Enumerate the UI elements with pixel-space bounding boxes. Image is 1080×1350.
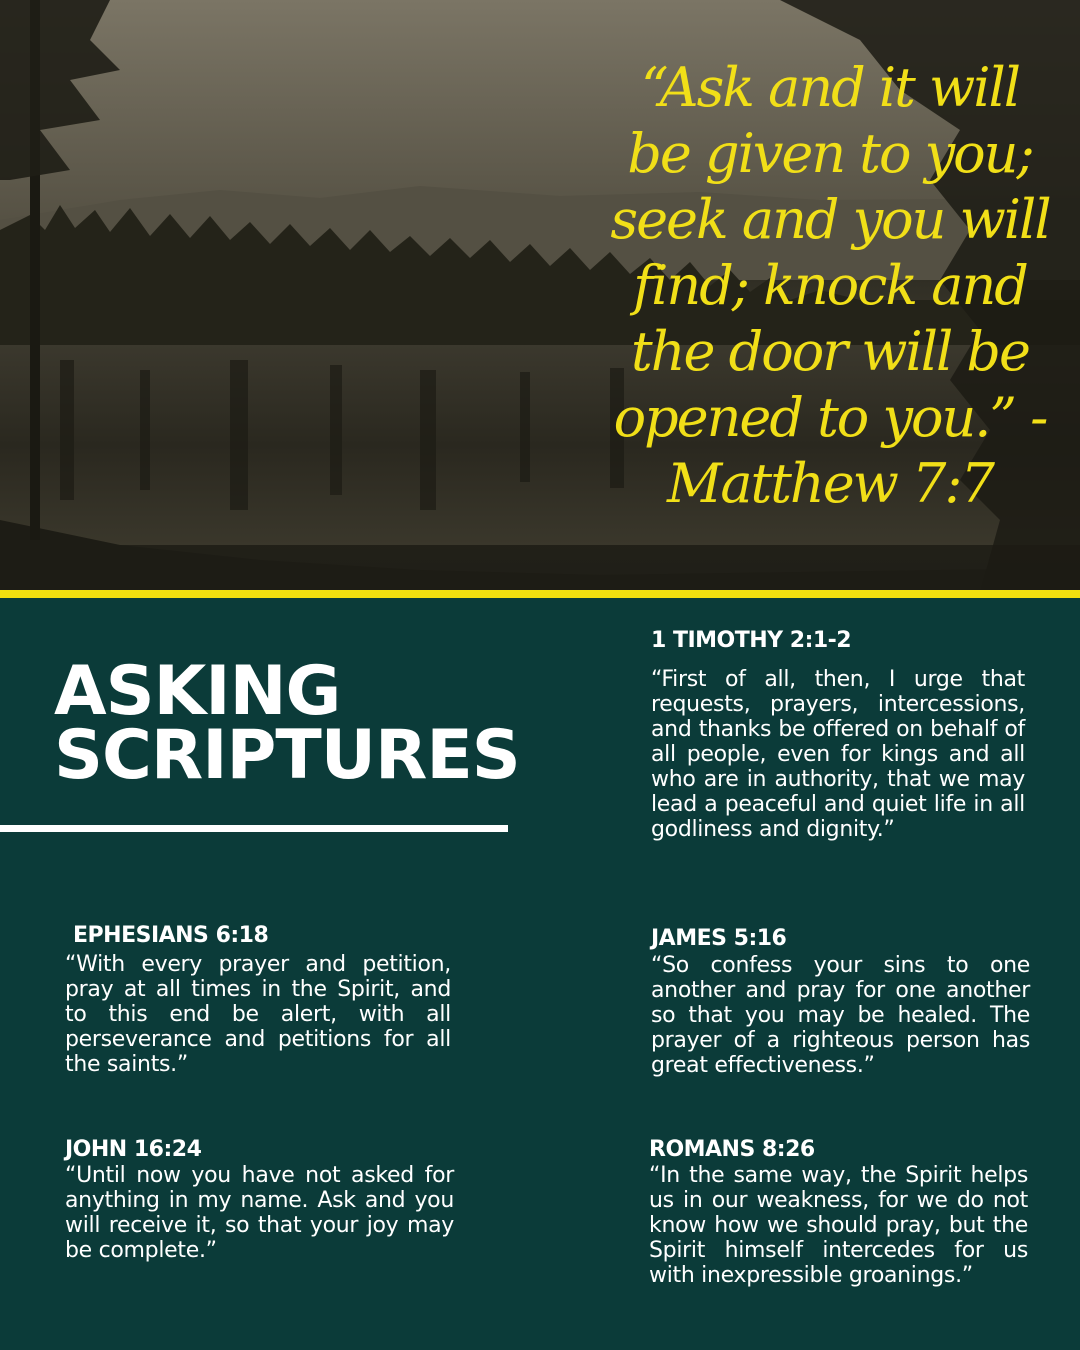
scripture-reference-john: JOHN 16:24: [65, 1137, 202, 1162]
title-line-2: SCRIPTURES: [54, 716, 520, 795]
scripture-text-romans: “In the same way, the Spirit helps us in our weakness, for we do not know how we should pray, but the Spirit himself intercedes for us with inexpressible groanings.”: [649, 1163, 1028, 1288]
yellow-divider: [0, 590, 1080, 598]
hero-quote: “Ask and it will be given to you; seek and you will find; knock and the door will be opened to you.” - Matthew 7:7: [610, 56, 1050, 515]
scripture-text-ephesians: “With every prayer and petition, pray at all times in the Spirit, and to this end be alert, with all perseverance and petitions for all the saints.”: [65, 952, 451, 1077]
title-line-1: ASKING: [54, 652, 341, 731]
scripture-text-1-timothy: “First of all, then, I urge that requests, prayers, intercessions, and thanks be offered on behalf of all people, even for kings and all who are in authority, that we may lead a peaceful and quiet life in all godliness and dignity.”: [651, 667, 1025, 842]
scripture-reference-1-timothy: 1 TIMOTHY 2:1-2: [651, 628, 852, 653]
page-title: [54, 652, 520, 795]
scripture-reference-romans: ROMANS 8:26: [649, 1137, 815, 1162]
scripture-text-john: “Until now you have not asked for anything in my name. Ask and you will receive it, so that your joy may be complete.”: [65, 1163, 454, 1263]
lake-forest-photo: [0, 0, 1080, 592]
title-underline: [0, 825, 508, 832]
scripture-reference-james: JAMES 5:16: [651, 926, 787, 951]
scripture-text-james: “So confess your sins to one another and pray for one another so that you may be healed. The prayer of a righteous person has great effectiveness.”: [651, 953, 1030, 1078]
scripture-reference-ephesians: EPHESIANS 6:18: [73, 923, 269, 948]
